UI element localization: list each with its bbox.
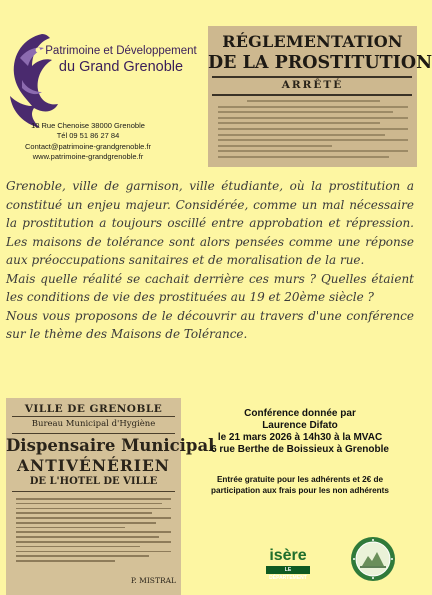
entry-info	[186, 474, 414, 496]
poster-rule	[12, 433, 175, 434]
organization-name	[36, 44, 206, 76]
isere-logo-band: LE DÉPARTEMENT	[266, 566, 310, 574]
poster-subtitle: ARRÊTÉ	[281, 79, 344, 91]
isere-logo-word: isère	[269, 547, 307, 564]
poster-rule	[212, 94, 412, 96]
body-paragraph-1: Grenoble, ville de garnison, ville étudiante, où la prostitution a constitué un enjeu majeur. Considérée, comme un mal nécessaire la prostitution a toujours oscillé entre approbation et répression. Les maisons de tolérance sont alors pensées comme une réponse aux préoccupations sanitaires et de moralisation de la rue.	[6, 179, 414, 267]
conference-address: 6 rue Berthe de Boissieux à Grenoble	[211, 444, 389, 455]
regulation-poster-image	[208, 26, 432, 167]
dispensary-poster-image	[6, 398, 215, 595]
conference-line1: Conférence donnée par	[244, 408, 356, 419]
entry-line1: Entrée gratuite pour les adhérents et 2€ de	[216, 475, 384, 484]
email: Contact@patrimoine-grandgrenoble.fr	[24, 141, 151, 151]
body-paragraph-2: Mais quelle réalité se cachait derrière ces murs ? Quelles étaient les conditions de vie des prostituées au 19 et 20ème siècle ?	[6, 271, 414, 304]
body-paragraph-3: Nous vous proposons de le découvrir au travers d'une conférence sur le thème des Maisons de Tolérance.	[6, 308, 414, 341]
isere-department-logo	[266, 547, 310, 581]
contact-block	[8, 121, 168, 163]
poster-rule	[12, 491, 175, 492]
poster-title-line1: RÉGLEMENTATION	[222, 32, 403, 51]
entry-line2: participation aux frais pour les non adhérents	[211, 486, 389, 495]
body-text	[6, 177, 414, 344]
org-name-line2: du Grand Grenoble	[58, 59, 184, 75]
poster-signature: P. MISTRAL	[130, 576, 176, 585]
website: www.patrimoine-grandgrenoble.fr	[32, 152, 144, 162]
poster-text-lines	[16, 498, 171, 565]
address: 10 Rue Chenoise 38000 Grenoble	[31, 121, 145, 130]
conference-info	[186, 408, 414, 456]
poster-rule	[212, 76, 412, 78]
phone: Tél 09 51 86 27 84	[56, 131, 120, 141]
poster-title-line2: DE LA PROSTITUTION	[208, 53, 432, 73]
org-name-line1: Patrimoine et Développement	[45, 45, 197, 57]
conference-speaker: Laurence Difato	[262, 420, 338, 431]
poster-ville: VILLE DE GRENOBLE	[24, 403, 163, 415]
poster-text-lines	[218, 100, 408, 162]
poster-title-line2: ANTIVÉNÉRIEN	[17, 456, 170, 475]
conference-date: le 21 mars 2026 à 14h30 à la MVAC	[217, 432, 383, 443]
seal-logo-icon	[350, 536, 396, 582]
poster-rule	[12, 416, 175, 417]
poster-title-line1: Dispensaire Municipal	[6, 436, 215, 455]
poster-bureau: Bureau Municipal d'Hygiène	[31, 419, 156, 429]
poster-title-line3: DE L'HOTEL DE VILLE	[29, 476, 158, 487]
